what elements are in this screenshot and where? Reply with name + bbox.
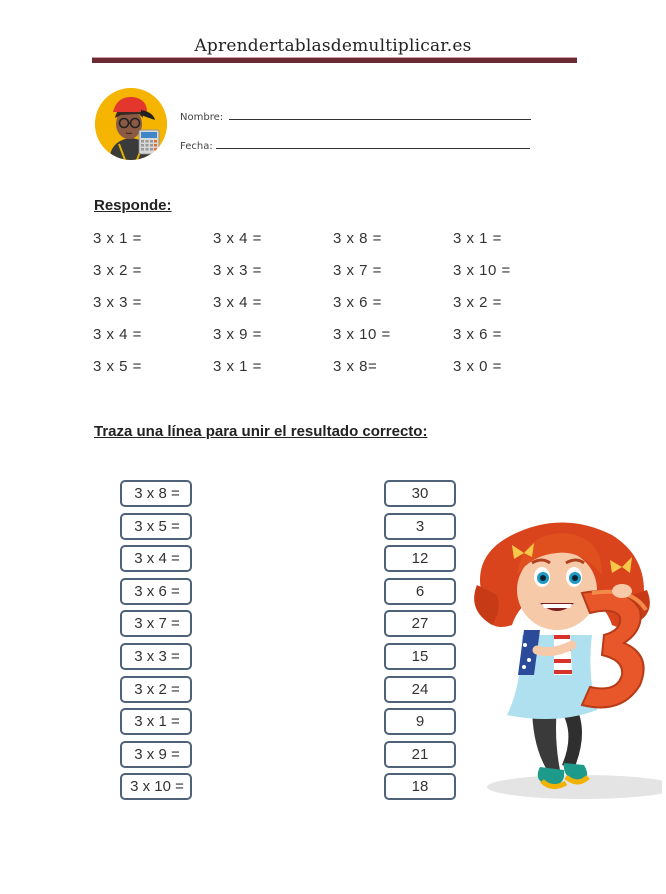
date-field[interactable]	[180, 139, 530, 152]
match-right-box[interactable]: 9	[384, 708, 456, 735]
exercise-item: 3 x 5 =	[93, 358, 142, 375]
match-section-title: Traza una línea para unir el resultado correcto:	[94, 423, 428, 440]
match-left-box[interactable]: 3 x 7 =	[120, 610, 192, 637]
match-left-box[interactable]: 3 x 9 =	[120, 741, 192, 768]
match-right-box[interactable]: 6	[384, 578, 456, 605]
exercise-item: 3 x 4 =	[213, 294, 262, 311]
exercise-item: 3 x 7 =	[333, 262, 382, 279]
name-label: Nombre:	[180, 112, 224, 123]
exercise-item: 3 x 9 =	[213, 326, 262, 343]
exercise-item: 3 x 1 =	[453, 230, 502, 247]
exercise-item: 3 x 10 =	[453, 262, 511, 279]
match-right-box[interactable]: 21	[384, 741, 456, 768]
match-left-box[interactable]: 3 x 8 =	[120, 480, 192, 507]
exercise-item: 3 x 6 =	[333, 294, 382, 311]
exercise-item: 3 x 1 =	[93, 230, 142, 247]
match-right-box[interactable]: 27	[384, 610, 456, 637]
match-left-box[interactable]: 3 x 10 =	[120, 773, 192, 800]
match-right-box[interactable]: 30	[384, 480, 456, 507]
date-blank-line[interactable]	[216, 139, 530, 149]
exercise-item: 3 x 8=	[333, 358, 378, 375]
girl-holding-number-three-illustration-icon	[462, 515, 662, 805]
title-divider	[92, 58, 577, 63]
exercise-item: 3 x 8 =	[333, 230, 382, 247]
name-blank-line[interactable]	[229, 110, 531, 120]
exercise-item: 3 x 6 =	[453, 326, 502, 343]
boy-with-calculator-avatar-icon	[95, 88, 167, 160]
match-right-box[interactable]: 24	[384, 676, 456, 703]
match-left-box[interactable]: 3 x 1 =	[120, 708, 192, 735]
name-field[interactable]	[180, 110, 531, 123]
match-left-box[interactable]: 3 x 3 =	[120, 643, 192, 670]
match-right-box[interactable]: 12	[384, 545, 456, 572]
match-left-box[interactable]: 3 x 6 =	[120, 578, 192, 605]
exercise-item: 3 x 2 =	[453, 294, 502, 311]
match-left-box[interactable]: 3 x 2 =	[120, 676, 192, 703]
exercise-item: 3 x 4 =	[213, 230, 262, 247]
exercise-item: 3 x 3 =	[213, 262, 262, 279]
site-title: Aprendertablasdemultiplicar.es	[194, 36, 472, 56]
date-label: Fecha:	[180, 141, 213, 152]
exercise-item: 3 x 0 =	[453, 358, 502, 375]
match-left-box[interactable]: 3 x 5 =	[120, 513, 192, 540]
exercise-item: 3 x 3 =	[93, 294, 142, 311]
match-right-box[interactable]: 15	[384, 643, 456, 670]
exercise-item: 3 x 1 =	[213, 358, 262, 375]
exercise-item: 3 x 4 =	[93, 326, 142, 343]
respond-section-title: Responde:	[94, 197, 172, 214]
match-right-box[interactable]: 3	[384, 513, 456, 540]
exercise-item: 3 x 10 =	[333, 326, 391, 343]
match-right-box[interactable]: 18	[384, 773, 456, 800]
match-left-box[interactable]: 3 x 4 =	[120, 545, 192, 572]
exercise-item: 3 x 2 =	[93, 262, 142, 279]
